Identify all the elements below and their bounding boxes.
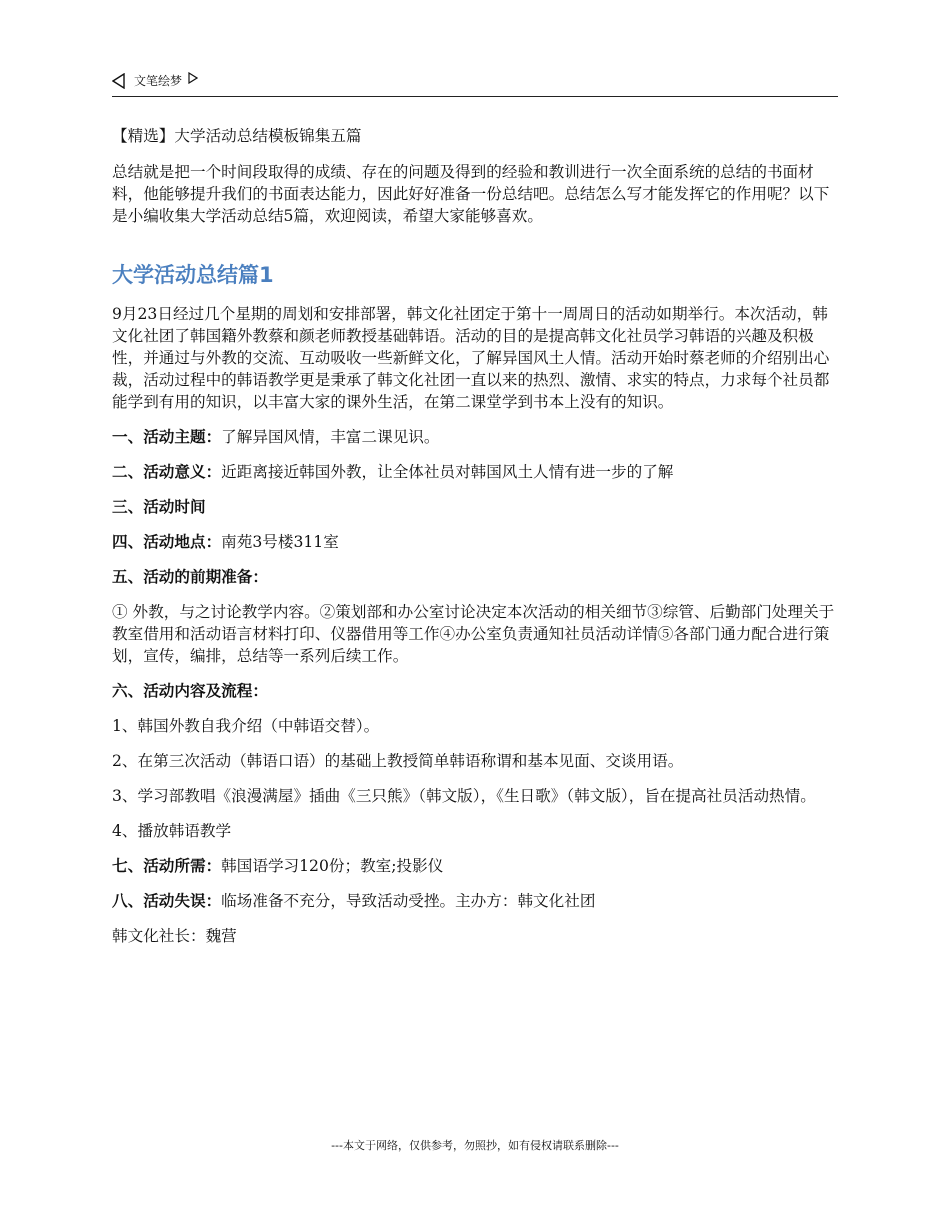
- item-text: ① 外教，与之讨论教学内容。②策划部和办公室讨论决定本次活动的相关细节③综管、后勤部门处理关于教室借用和活动语言材料打印、仪器借用等工作④办公室负责通知社员活动详情⑤各部门通力配合进行策划，宣传，编排，总结等一系列后续工作。: [112, 603, 835, 665]
- document-body: [112, 125, 838, 947]
- item-text: 1、韩国外教自我介绍（中韩语交替）。: [112, 717, 380, 735]
- item-label: 八、活动失误：: [112, 891, 222, 910]
- body-paragraph: 9月23日经过几个星期的周划和安排部署，韩文化社团定于第十一周周日的活动如期举行。本次活动，韩文化社团了韩国籍外教蔡和颜老师教授基础韩语。活动的目的是提高韩文化社员学习韩语的兴趣及积极性，并通过与外教的交流、互动吸收一些新鲜文化，了解异国风土人情。活动开始时蔡老师的介绍别出心裁，活动过程中的韩语教学更是秉承了韩文化社团一直以来的热烈、激情、求实的特点，力求每个社员都能学到有用的知识，以丰富大家的课外生活，在第二课堂学到书本上没有的知识。: [112, 305, 830, 411]
- item-label: 七、活动所需：: [112, 856, 222, 875]
- list-item: [112, 496, 838, 518]
- list-item: [112, 855, 838, 877]
- item-text: 临场准备不充分，导致活动受挫。主办方：韩文化社团: [221, 892, 596, 910]
- item-label: 一、活动主题：: [112, 427, 222, 446]
- list-item: [112, 531, 838, 553]
- item-label: 六、活动内容及流程：: [112, 681, 268, 700]
- item-text: 韩文化社长：魏营: [112, 927, 237, 945]
- list-item: [112, 925, 838, 947]
- item-text: 南苑3号楼311室: [221, 533, 339, 551]
- item-text: 近距离接近韩国外教，让全体社员对韩国风土人情有进一步的了解: [221, 463, 674, 481]
- list-item: [112, 601, 838, 667]
- page-footer: ---本文于网络，仅供参考，勿照抄，如有侵权请联系删除---: [331, 1139, 619, 1152]
- list-item: [112, 680, 838, 702]
- intro-paragraph: 总结就是把一个时间段取得的成绩、存在的问题及得到的经验和教训进行一次全面系统的总结的书面材料，他能够提升我们的书面表达能力，因此好好准备一份总结吧。总结怎么写才能发挥它的作用呢？以下是小编收集大学活动总结5篇，欢迎阅读，希望大家能够喜欢。: [112, 163, 830, 225]
- item-text: 4、播放韩语教学: [112, 822, 232, 840]
- triangle-right-icon: [188, 72, 198, 84]
- list-item: [112, 426, 838, 448]
- section-heading: 大学活动总结篇1: [112, 263, 274, 287]
- header-brand: [112, 72, 198, 89]
- list-item: [112, 566, 838, 588]
- triangle-left-icon: [112, 73, 126, 89]
- item-label: 五、活动的前期准备：: [112, 567, 268, 586]
- brand-name: 文笔绘梦: [134, 74, 183, 88]
- item-text: 韩国语学习120份；教室;投影仪: [221, 857, 444, 875]
- document-title: 【精选】大学活动总结模板锦集五篇: [112, 127, 362, 145]
- list-item: [112, 715, 838, 737]
- item-text: 3、学习部教唱《浪漫满屋》插曲《三只熊》（韩文版），《生日歌》（韩文版），旨在提高社员活动热情。: [112, 787, 816, 805]
- list-item: [112, 750, 838, 772]
- list-item: [112, 820, 838, 842]
- list-item: [112, 890, 838, 912]
- page-header: [112, 70, 838, 97]
- item-label: 二、活动意义：: [112, 462, 222, 481]
- item-label: 三、活动时间: [112, 497, 206, 516]
- list-item: [112, 461, 838, 483]
- item-label: 四、活动地点：: [112, 532, 222, 551]
- list-item: [112, 785, 838, 807]
- item-text: 2、在第三次活动（韩语口语）的基础上教授简单韩语称谓和基本见面、交谈用语。: [112, 752, 684, 770]
- item-text: 了解异国风情，丰富二课见识。: [221, 428, 440, 446]
